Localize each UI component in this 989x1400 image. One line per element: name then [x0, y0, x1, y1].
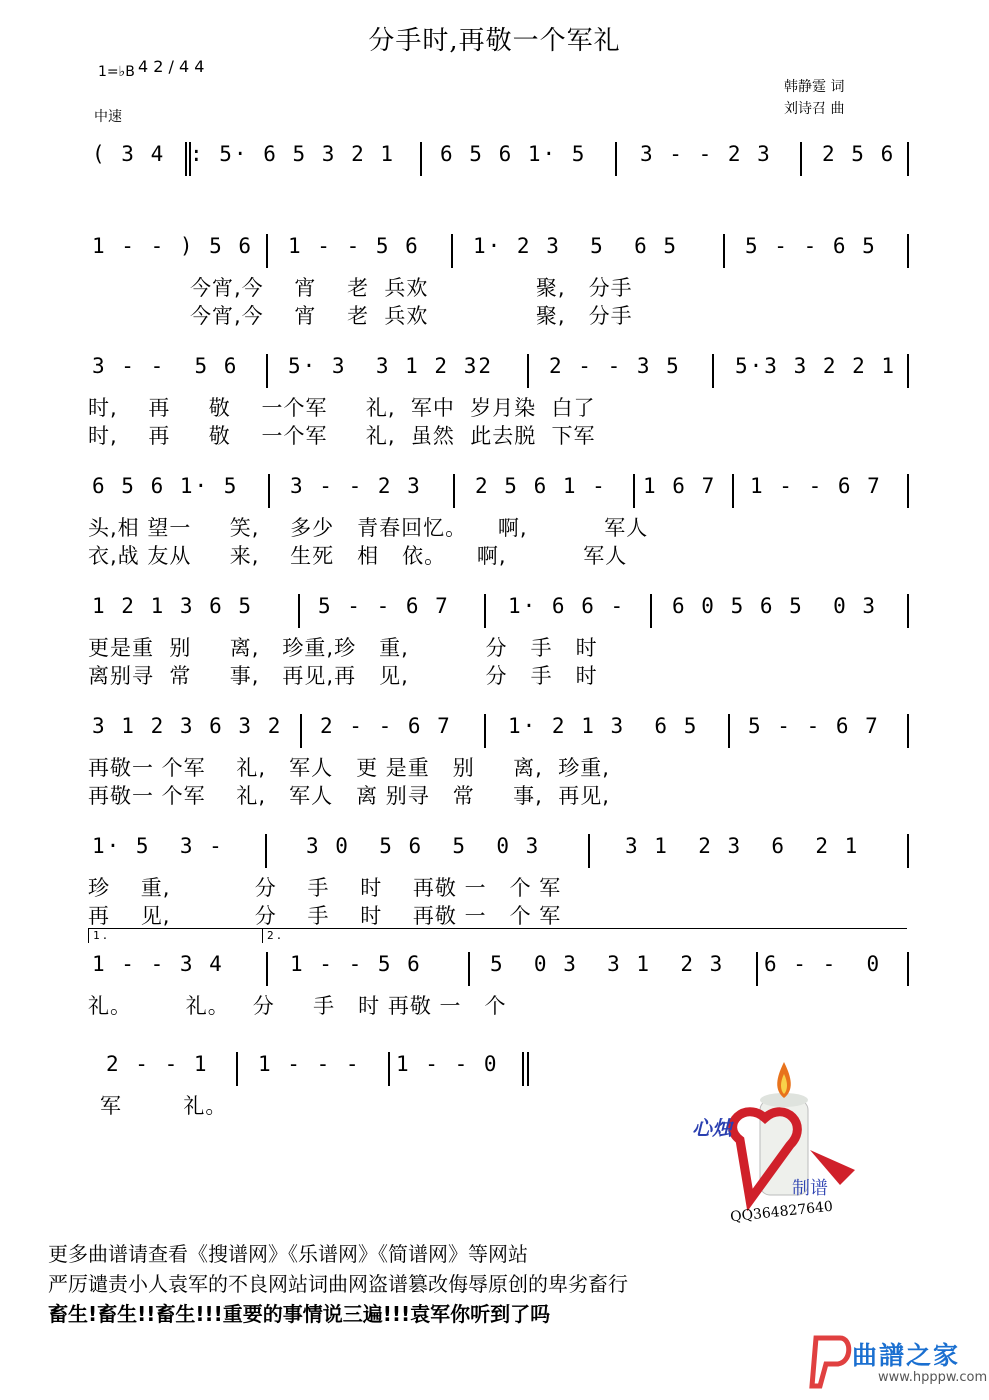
measure-notes: 1 - - 3 4 [92, 952, 224, 976]
measure-notes: 1· 2 1 3 6 5 [508, 714, 699, 738]
notation-line [0, 232, 989, 272]
notation-line [0, 472, 989, 512]
page-title: 分手时,再敬一个军礼 [368, 26, 621, 56]
bar-line [588, 834, 590, 868]
bar-line [907, 142, 909, 176]
bar-line [189, 142, 191, 176]
tempo-marking: 中速 [94, 109, 122, 125]
lyric-line: 衣,战 友从 来, 生死 相 依。 啊, 军人 [88, 544, 628, 568]
measure-notes: 1· 6 6 - [508, 594, 626, 618]
bar-line [484, 594, 486, 628]
bar-line [185, 142, 187, 176]
bar-line [527, 354, 529, 388]
bar-line [907, 952, 909, 986]
logo-text-notation: 制谱 [792, 1178, 828, 1199]
measure-notes: 6 5 6 1· 5 [92, 474, 239, 498]
notation-line [0, 712, 989, 752]
bar-line [527, 1052, 529, 1086]
lyric-line: 头,相 望一 笑, 多少 青春回忆。 啊, 军人 [88, 516, 649, 540]
measure-notes: 3 - - 2 3 [640, 142, 772, 166]
lyric-line: 再 见, 分 手 时 再敬 一 个 军 [88, 904, 562, 928]
bar-line [266, 234, 268, 268]
measure-notes: 2 - - 6 7 [320, 714, 452, 738]
lyric-line: 再敬一 个军 礼, 军人 离 别寻 常 事, 再见, [88, 784, 610, 808]
footer-line-1: 更多曲谱请查看《搜谱网》《乐谱网》《简谱网》等网站 [48, 1242, 528, 1266]
measure-notes: 5 0 3 3 1 2 3 [490, 952, 725, 976]
measure-notes: 5 - - 6 5 [745, 234, 877, 258]
bar-line [756, 952, 758, 986]
measure-notes: 3 - - 2 3 [290, 474, 422, 498]
lyric-line: 时, 再 敬 一个军 礼, 军中 岁月染 白了 [88, 396, 596, 420]
bar-line [907, 234, 909, 268]
bar-line [451, 234, 453, 268]
measure-notes: 2 5 6 1 - [475, 474, 607, 498]
bar-line [728, 714, 730, 748]
measure-notes: 1 - - - [258, 1052, 361, 1076]
composer-credit: 刘诗召 曲 [784, 101, 845, 117]
bar-line [522, 1052, 524, 1086]
bar-line [907, 474, 909, 508]
bar-line [907, 834, 909, 868]
notation-line [0, 592, 989, 632]
footer-line-3: 畜生!畜生!!畜生!!!重要的事情说三遍!!!袁军你听到了吗 [48, 1302, 551, 1326]
measure-notes: 3 1 2 3 6 2 1 [625, 834, 860, 858]
bar-line [268, 474, 270, 508]
measure-notes: 5·3 3 2 2 1 [735, 354, 897, 378]
bar-line [420, 142, 422, 176]
bar-line [266, 354, 268, 388]
bar-line [907, 354, 909, 388]
lyric-line: 今宵,今 宵 老 兵欢 聚, 分手 [190, 304, 633, 328]
bar-line [650, 594, 652, 628]
lyricist-credit: 韩静霆 词 [784, 79, 845, 95]
volta-second: 2. [262, 928, 907, 943]
time-signature: 4 2 / 4 4 [138, 57, 205, 76]
logo-text-maker: 心烛 [692, 1116, 732, 1140]
bar-line [732, 474, 734, 508]
bar-line [266, 952, 268, 986]
bar-line [298, 594, 300, 628]
measure-notes: 5 - - 6 7 [748, 714, 880, 738]
bar-line [265, 834, 267, 868]
measure-notes: 1· 5 3 - [92, 834, 224, 858]
site-name: 曲譜之家 [852, 1341, 961, 1370]
measure-notes: 1 6 7 [643, 474, 717, 498]
measure-notes: 6 5 6 1· 5 [440, 142, 587, 166]
bar-line [236, 1052, 238, 1086]
measure-notes: 2 - - 1 [106, 1052, 209, 1076]
lyric-line: 更是重 别 离, 珍重,珍 重, 分 手 时 [88, 636, 598, 660]
lyric-line: 珍 重, 分 手 时 再敬 一 个 军 [88, 876, 562, 900]
measure-notes: 2 - - 3 5 [549, 354, 681, 378]
measure-notes: : 5· 6 5 3 2 1 [190, 142, 396, 166]
measure-notes: 1 - - ) 5 6 [92, 234, 254, 258]
bar-line [453, 474, 455, 508]
lyric-line: 军 礼。 [100, 1094, 228, 1118]
footer-line-2: 严厉谴责小人袁军的不良网站词曲网盗谱篡改侮辱原创的卑劣畜行 [48, 1272, 628, 1296]
candle-heart-logo [690, 1060, 870, 1230]
lyric-line: 今宵,今 宵 老 兵欢 聚, 分手 [190, 276, 633, 300]
bar-line [468, 952, 470, 986]
bar-line [633, 474, 635, 508]
lyric-line: 再敬一 个军 礼, 军人 更 是重 别 离, 珍重, [88, 756, 610, 780]
p-logo-icon [808, 1332, 852, 1390]
measure-notes: 3 1 2 3 6 3 2 [92, 714, 283, 738]
measure-notes: 1 - - 5 6 [290, 952, 422, 976]
bar-line [388, 1052, 390, 1086]
key-signature [98, 64, 135, 80]
notation-line [0, 352, 989, 392]
volta-first: 1. [88, 928, 263, 943]
measure-notes: 1 - - 6 7 [750, 474, 882, 498]
measure-notes: 1 2 1 3 6 5 [92, 594, 254, 618]
notation-line [0, 832, 989, 872]
key-label: 1=♭B [98, 64, 135, 80]
site-logo[interactable] [808, 1332, 988, 1392]
bar-line [723, 234, 725, 268]
bar-line [484, 714, 486, 748]
measure-notes: 2 5 6 [822, 142, 896, 166]
logo-qq: QQ364827640 [729, 1198, 834, 1226]
measure-notes: 5 - - 6 7 [318, 594, 450, 618]
bar-line [907, 594, 909, 628]
measure-notes: 3 0 5 6 5 0 3 [306, 834, 541, 858]
bar-line [907, 714, 909, 748]
measure-notes: 1 - - 0 [396, 1052, 499, 1076]
lyric-line: 时, 再 敬 一个军 礼, 虽然 此去脱 下军 [88, 424, 596, 448]
measure-notes: 6 0 5 6 5 0 3 [672, 594, 878, 618]
measure-notes: 1· 2 3 5 6 5 [473, 234, 679, 258]
bar-line [300, 714, 302, 748]
notation-line [0, 929, 989, 990]
bar-line [615, 142, 617, 176]
bar-line [800, 142, 802, 176]
measure-notes: ( 3 4 [92, 142, 166, 166]
lyric-line: 礼。 礼。 分 手 时 再敬 一 个 [88, 994, 507, 1018]
measure-notes: 6 - - 0 [764, 952, 882, 976]
site-url: www.hpppw.com [878, 1370, 988, 1385]
lyric-line: 离别寻 常 事, 再见,再 见, 分 手 时 [88, 664, 598, 688]
notation-line [0, 140, 989, 180]
measure-notes: 5· 3 3 1 2 32 [288, 354, 494, 378]
measure-notes: 1 - - 5 6 [288, 234, 420, 258]
measure-notes: 3 - - 5 6 [92, 354, 239, 378]
bar-line [712, 354, 714, 388]
